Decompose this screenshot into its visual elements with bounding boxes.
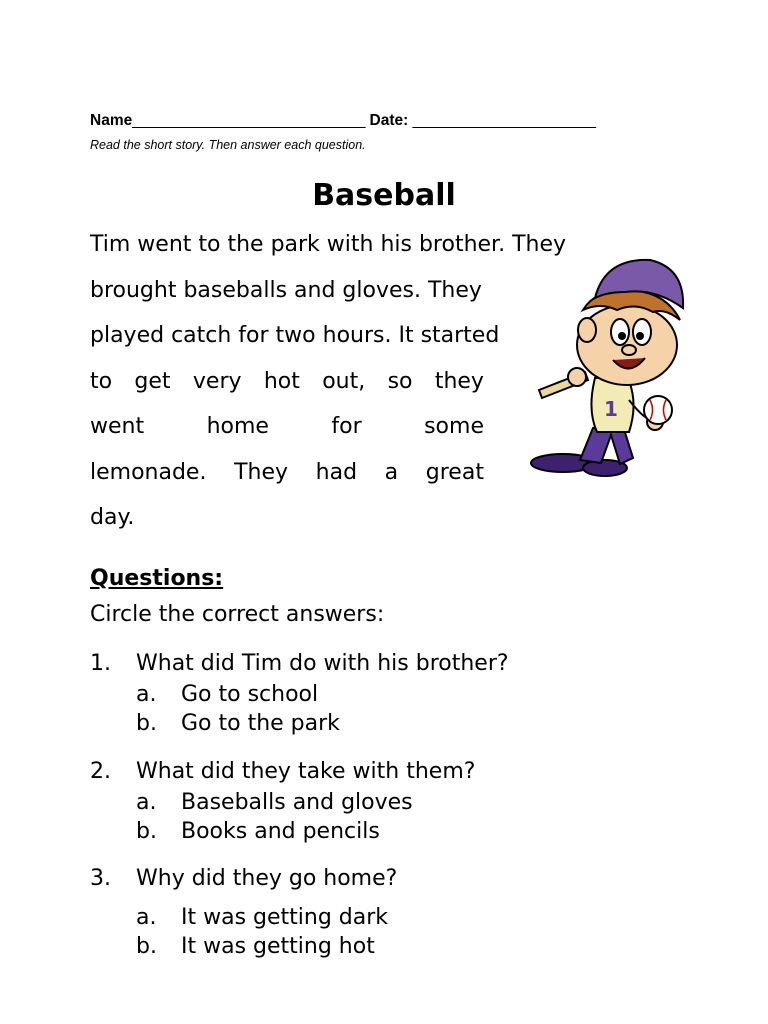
name-field-line: ____________________________ [132, 112, 366, 129]
story-line-6: lemonade. They had a great [90, 460, 484, 485]
story-line-3: played catch for two hours. It started [90, 323, 500, 348]
story-line-4: to get very hot out, so they [90, 369, 484, 394]
question-1-option-a[interactable]: a. Go to school [136, 682, 319, 707]
story-line-2: brought baseballs and gloves. They [90, 278, 482, 303]
question-text: What did Tim do with his brother? [136, 651, 509, 676]
name-date-header [90, 112, 670, 130]
date-field-line: ______________________ [412, 112, 596, 129]
svg-text:1: 1 [604, 397, 618, 421]
story-title: Baseball [312, 178, 456, 213]
question-text: What did they take with them? [136, 759, 476, 784]
question-3 [90, 866, 397, 891]
instructions: Read the short story. Then answer each question. [90, 138, 366, 152]
question-3-option-a[interactable]: a. It was getting dark [136, 905, 389, 930]
question-text: Why did they go home? [136, 866, 398, 891]
question-number: 3. [90, 866, 111, 891]
question-3-option-b[interactable]: b. It was getting hot [136, 934, 375, 959]
question-number: 2. [90, 759, 111, 784]
question-1 [90, 651, 509, 676]
question-2-option-b[interactable]: b. Books and pencils [136, 819, 380, 844]
questions-heading: Questions: [90, 566, 224, 591]
baseball-boy-cartoon [525, 250, 700, 485]
story-line-5: went home for some [90, 414, 484, 439]
circle-instruction: Circle the correct answers: [90, 602, 385, 627]
question-2 [90, 759, 475, 784]
date-label: Date: [369, 112, 409, 129]
story-line-7: day. [90, 505, 135, 530]
question-number: 1. [90, 651, 111, 676]
name-label: Name [90, 112, 133, 129]
question-2-option-a[interactable]: a. Baseballs and gloves [136, 790, 413, 815]
question-1-option-b[interactable]: b. Go to the park [136, 711, 340, 736]
story-line-1: Tim went to the park with his brother. They [90, 232, 567, 257]
